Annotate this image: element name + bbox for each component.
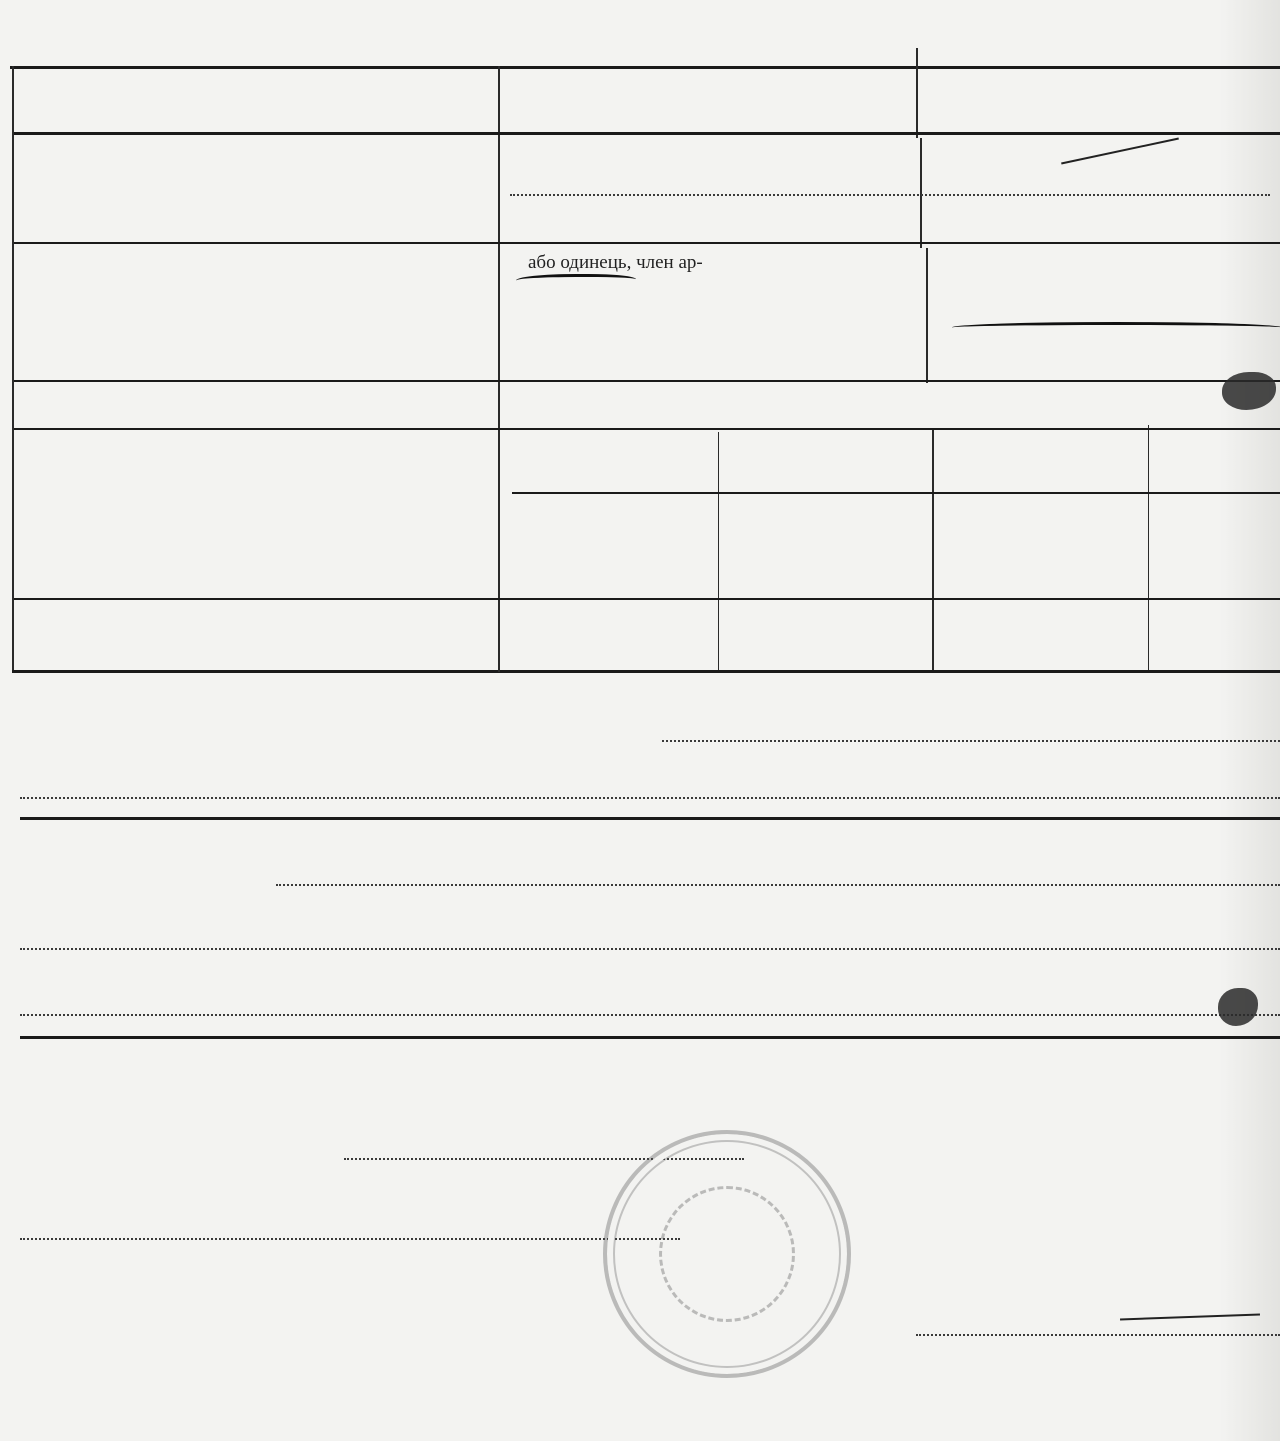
father-employment-options[interactable] <box>528 250 908 276</box>
row-divider-subheader <box>512 492 1280 494</box>
section-divider-2 <box>20 1036 1280 1039</box>
remarks-field-line-2[interactable] <box>20 948 1280 950</box>
answer-13-flourish <box>1061 138 1179 165</box>
row-divider-13 <box>14 242 1280 244</box>
documents-field-line-1[interactable] <box>662 740 1280 742</box>
father-underline-mark <box>516 274 636 287</box>
answer-13-dotted-line <box>510 194 1270 196</box>
col-divider-2c <box>926 248 928 383</box>
table-left-border <box>12 66 14 672</box>
row-divider-15 <box>14 428 1280 430</box>
col-divider-2b <box>920 138 922 248</box>
stamp-inner-circle <box>659 1186 795 1322</box>
col-divider-2a <box>916 48 918 138</box>
mother-underline-mark <box>952 322 1280 333</box>
col-divider-father-sub <box>718 432 719 670</box>
row-divider-header <box>14 132 1280 135</box>
col-divider-1 <box>498 66 500 672</box>
paper-edge-shadow <box>1220 0 1280 1441</box>
applicant-signature-line-2[interactable] <box>20 1238 680 1240</box>
section-divider-1 <box>20 817 1280 820</box>
zags-head-signature-line[interactable] <box>916 1334 1280 1336</box>
col-divider-2d <box>932 430 934 670</box>
father-option-rest: або одинець, член ар- <box>528 252 703 273</box>
table-top-border <box>10 66 1280 69</box>
row-divider-16 <box>14 598 1280 600</box>
official-stamp <box>603 1130 851 1378</box>
remarks-field-line-1[interactable] <box>276 884 1280 886</box>
remarks-field-line-3[interactable] <box>20 1014 1280 1016</box>
col-divider-mother-sub <box>1148 425 1149 670</box>
row-divider-14 <box>14 380 1280 382</box>
documents-field-line-2[interactable] <box>20 797 1280 799</box>
table-bottom-border <box>12 670 1280 673</box>
father-option-line1 <box>528 250 908 276</box>
